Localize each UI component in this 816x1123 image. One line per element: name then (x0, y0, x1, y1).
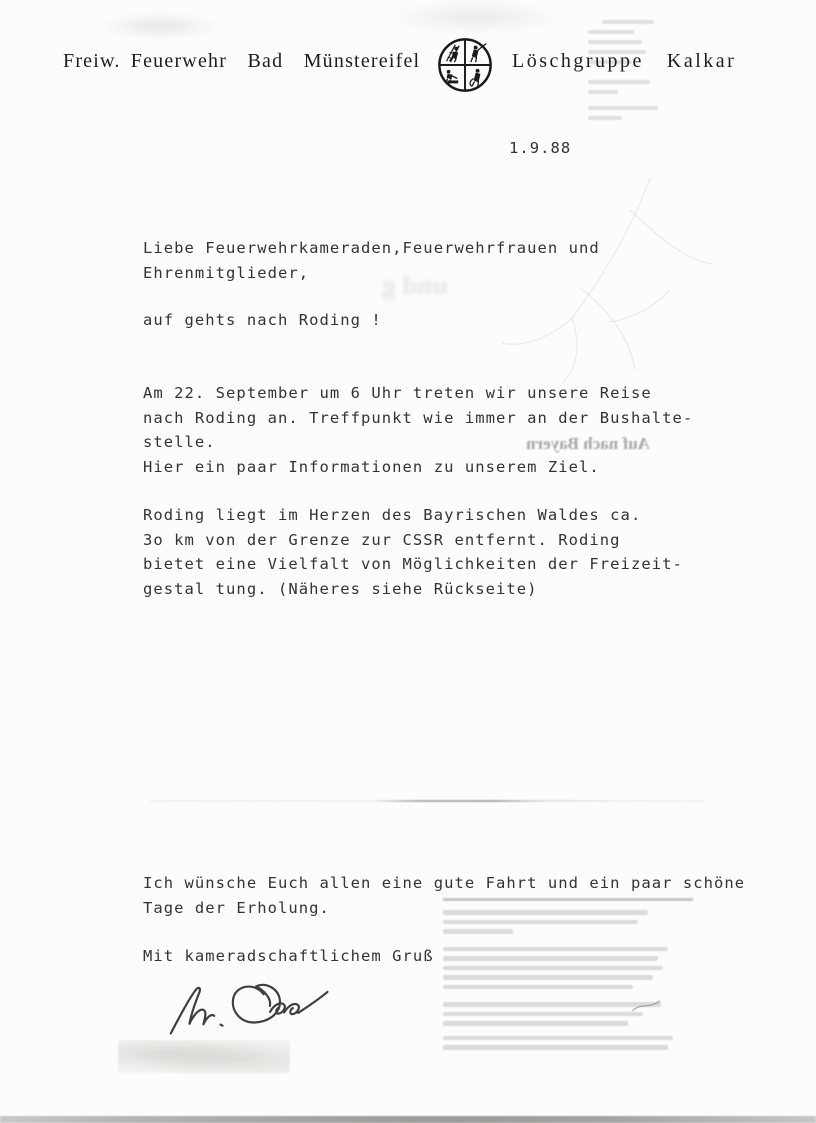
body-line: Hier ein paar Informationen zu unserem Ziel. (143, 457, 600, 476)
body-line: Am 22. September um 6 Uhr treten wir unsere Reise (143, 384, 652, 402)
bleedthrough-top-right (588, 20, 798, 126)
body-line: Liebe Feuerwehrkameraden,Feuerwehrfrauen und (143, 239, 600, 257)
body-line: Ehrenmitglieder, (143, 263, 310, 282)
body-line: Ich wünsche Euch allen eine gute Fahrt und ein paar schöne (143, 874, 746, 892)
sign-off-block (143, 944, 434, 969)
salutation-block (143, 236, 600, 285)
letter-date: 1.9.88 (509, 139, 572, 157)
body-line: auf gehts nach Roding ! (143, 311, 382, 329)
body-line: Roding liegt im Herzen des Bayrischen Waldes ca. (143, 506, 642, 524)
letterhead-org-name: Freiw. Feuerwehr Bad Münstereifel (63, 50, 421, 72)
bleedthrough-mirrored-word: und g (382, 270, 448, 300)
body-line: Mit kameradschaftlichem Gruß (143, 947, 434, 965)
body-line: 3o km von der Grenze zur CSSR entfernt. Roding (143, 530, 621, 549)
body-line: bietet eine Vielfalt von Möglichkeiten der Freizeit- (143, 555, 683, 573)
letterhead-group-name: Löschgruppe Kalkar (512, 50, 737, 72)
bleedthrough-rule-line (150, 800, 706, 802)
body-line: Tage der Erholung. (143, 898, 330, 917)
destination-info-block (143, 503, 683, 601)
bleedthrough-scribble (630, 998, 664, 1014)
travel-info-block (143, 381, 693, 479)
fire-brigade-emblem-icon (436, 36, 494, 99)
scan-smudge-top-center (390, 0, 560, 34)
closing-wish-block (143, 871, 745, 920)
scan-edge-bar (0, 1116, 816, 1123)
bleedthrough-mirrored-headline: Auf nach Bayern (526, 434, 650, 453)
handwritten-signature (159, 968, 376, 1050)
body-line: nach Roding an. Treffpunkt wie immer an der Bushalte- (143, 408, 694, 427)
opening-line-block (143, 308, 382, 333)
body-line: stelle. (143, 433, 216, 451)
bleedthrough-bottom-right (443, 898, 783, 1055)
body-line: gestal tung. (Näheres siehe Rückseite) (143, 579, 538, 598)
scan-smudge-top-left (100, 12, 220, 40)
